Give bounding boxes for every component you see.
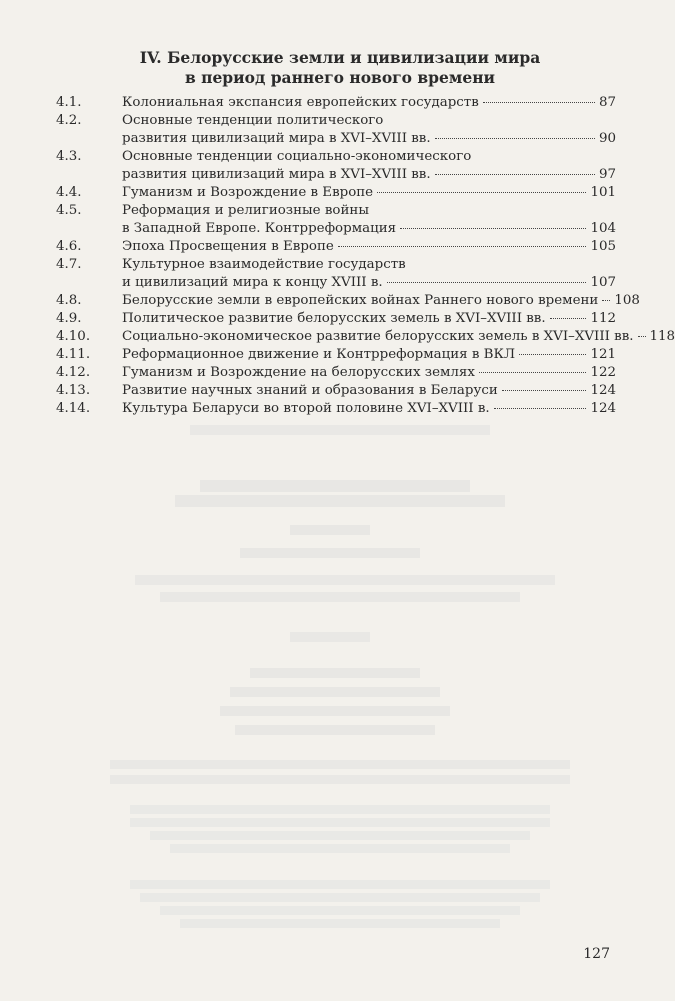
toc-entry-title-line: Колониальная экспансия европейских государств <box>122 95 479 110</box>
toc-leader-dots <box>602 300 610 301</box>
toc-entry-page: 124 <box>590 383 616 398</box>
toc-leader-dots <box>435 174 595 175</box>
toc-entry <box>56 310 616 328</box>
toc-entry-number: 4.11. <box>56 347 91 362</box>
toc-leader-dots <box>400 228 586 229</box>
toc-entry <box>56 202 616 238</box>
toc-entry-page: 112 <box>590 311 616 326</box>
toc-entry-number: 4.12. <box>56 365 91 380</box>
toc-entry-page: 122 <box>590 365 616 380</box>
toc-entry <box>56 382 616 400</box>
section-heading-line-1: IV. Белорусские земли и цивилизации мира <box>139 48 541 67</box>
toc-entry-title-line: Основные тенденции социально-экономического <box>122 149 472 164</box>
toc-entry-title-line: и цивилизаций мира к концу XVIII в. <box>122 275 383 290</box>
toc-leader-dots <box>519 354 586 355</box>
toc-entry-page: 101 <box>590 185 616 200</box>
toc-leader-dots <box>377 192 586 193</box>
toc-entry-page: 107 <box>590 275 616 290</box>
toc-leader-dots <box>479 372 587 373</box>
toc-entry <box>56 328 675 346</box>
toc-entry-number: 4.6. <box>56 239 82 254</box>
toc-entry-number: 4.2. <box>56 113 82 128</box>
toc-entry-title-line: Гуманизм и Возрождение на белорусских землях <box>122 365 475 380</box>
toc-leader-dots <box>435 138 595 139</box>
toc-entry-number: 4.9. <box>56 311 82 326</box>
toc-entry-page: 118 <box>649 329 675 344</box>
toc-leader-dots <box>387 282 587 283</box>
toc-entry-title-line: Основные тенденции политического <box>122 113 384 128</box>
toc-entry-title-line: Социально-экономическое развитие белорусских земель в XVI–XVIII вв. <box>122 329 634 344</box>
table-of-contents <box>56 94 675 418</box>
toc-leader-dots <box>502 390 587 391</box>
toc-entry-number: 4.13. <box>56 383 91 398</box>
toc-entry-page: 87 <box>598 95 616 110</box>
toc-entry-number: 4.7. <box>56 257 82 272</box>
toc-entry-number: 4.14. <box>56 401 91 416</box>
toc-entry <box>56 112 616 148</box>
toc-entry-title-line: развития цивилизаций мира в XVI–XVIII вв. <box>122 167 431 182</box>
section-heading-line-2: в период раннего нового времени <box>184 68 496 87</box>
toc-entry-title-line: Политическое развитие белорусских земель в XVI–XVIII вв. <box>122 311 546 326</box>
toc-entry-number: 4.10. <box>56 329 91 344</box>
toc-entry-title-line: Эпоха Просвещения в Европе <box>122 239 334 254</box>
toc-entry <box>56 346 616 364</box>
toc-entry-title-line: Реформационное движение и Контрреформация в ВКЛ <box>122 347 516 362</box>
toc-entry <box>56 400 616 418</box>
toc-entry-number: 4.8. <box>56 293 82 308</box>
toc-entry-title-line: Белорусские земли в европейских войнах Раннего нового времени <box>122 293 599 308</box>
toc-leader-dots <box>638 336 646 337</box>
toc-entry-number: 4.1. <box>56 95 82 110</box>
toc-entry-number: 4.4. <box>56 185 82 200</box>
toc-entry <box>56 364 616 382</box>
toc-entry-title-line: Культурное взаимодействие государств <box>122 257 406 272</box>
toc-entry-page: 124 <box>590 401 616 416</box>
toc-entry-page: 105 <box>590 239 616 254</box>
toc-entry <box>56 94 616 112</box>
toc-leader-dots <box>494 408 587 409</box>
toc-entry-number: 4.5. <box>56 203 82 218</box>
toc-entry-title-line: развития цивилизаций мира в XVI–XVIII вв. <box>122 131 431 146</box>
toc-entry-title-line: Гуманизм и Возрождение в Европе <box>122 185 374 200</box>
toc-entry-page: 121 <box>590 347 616 362</box>
toc-entry-title-line: Развитие научных знаний и образования в Беларуси <box>122 383 498 398</box>
toc-entry-page: 108 <box>614 293 640 308</box>
toc-entry <box>56 256 616 292</box>
toc-leader-dots <box>483 102 595 103</box>
toc-entry-title-line: Реформация и религиозные войны <box>122 203 369 218</box>
toc-entry <box>56 148 616 184</box>
toc-entry-page: 97 <box>598 167 616 182</box>
toc-entry-title-line: Культура Беларуси во второй половине XVI–XVIII в. <box>122 401 490 416</box>
toc-entry <box>56 238 616 256</box>
toc-entry-number: 4.3. <box>56 149 82 164</box>
toc-leader-dots <box>338 246 587 247</box>
toc-entry <box>56 292 640 310</box>
section-heading <box>60 48 620 88</box>
toc-entry-title-line: в Западной Европе. Контрреформация <box>122 221 397 236</box>
page-number: 127 <box>583 946 610 962</box>
toc-entry-page: 104 <box>590 221 616 236</box>
toc-entry <box>56 184 616 202</box>
toc-entry-page: 90 <box>598 131 616 146</box>
toc-leader-dots <box>550 318 587 319</box>
